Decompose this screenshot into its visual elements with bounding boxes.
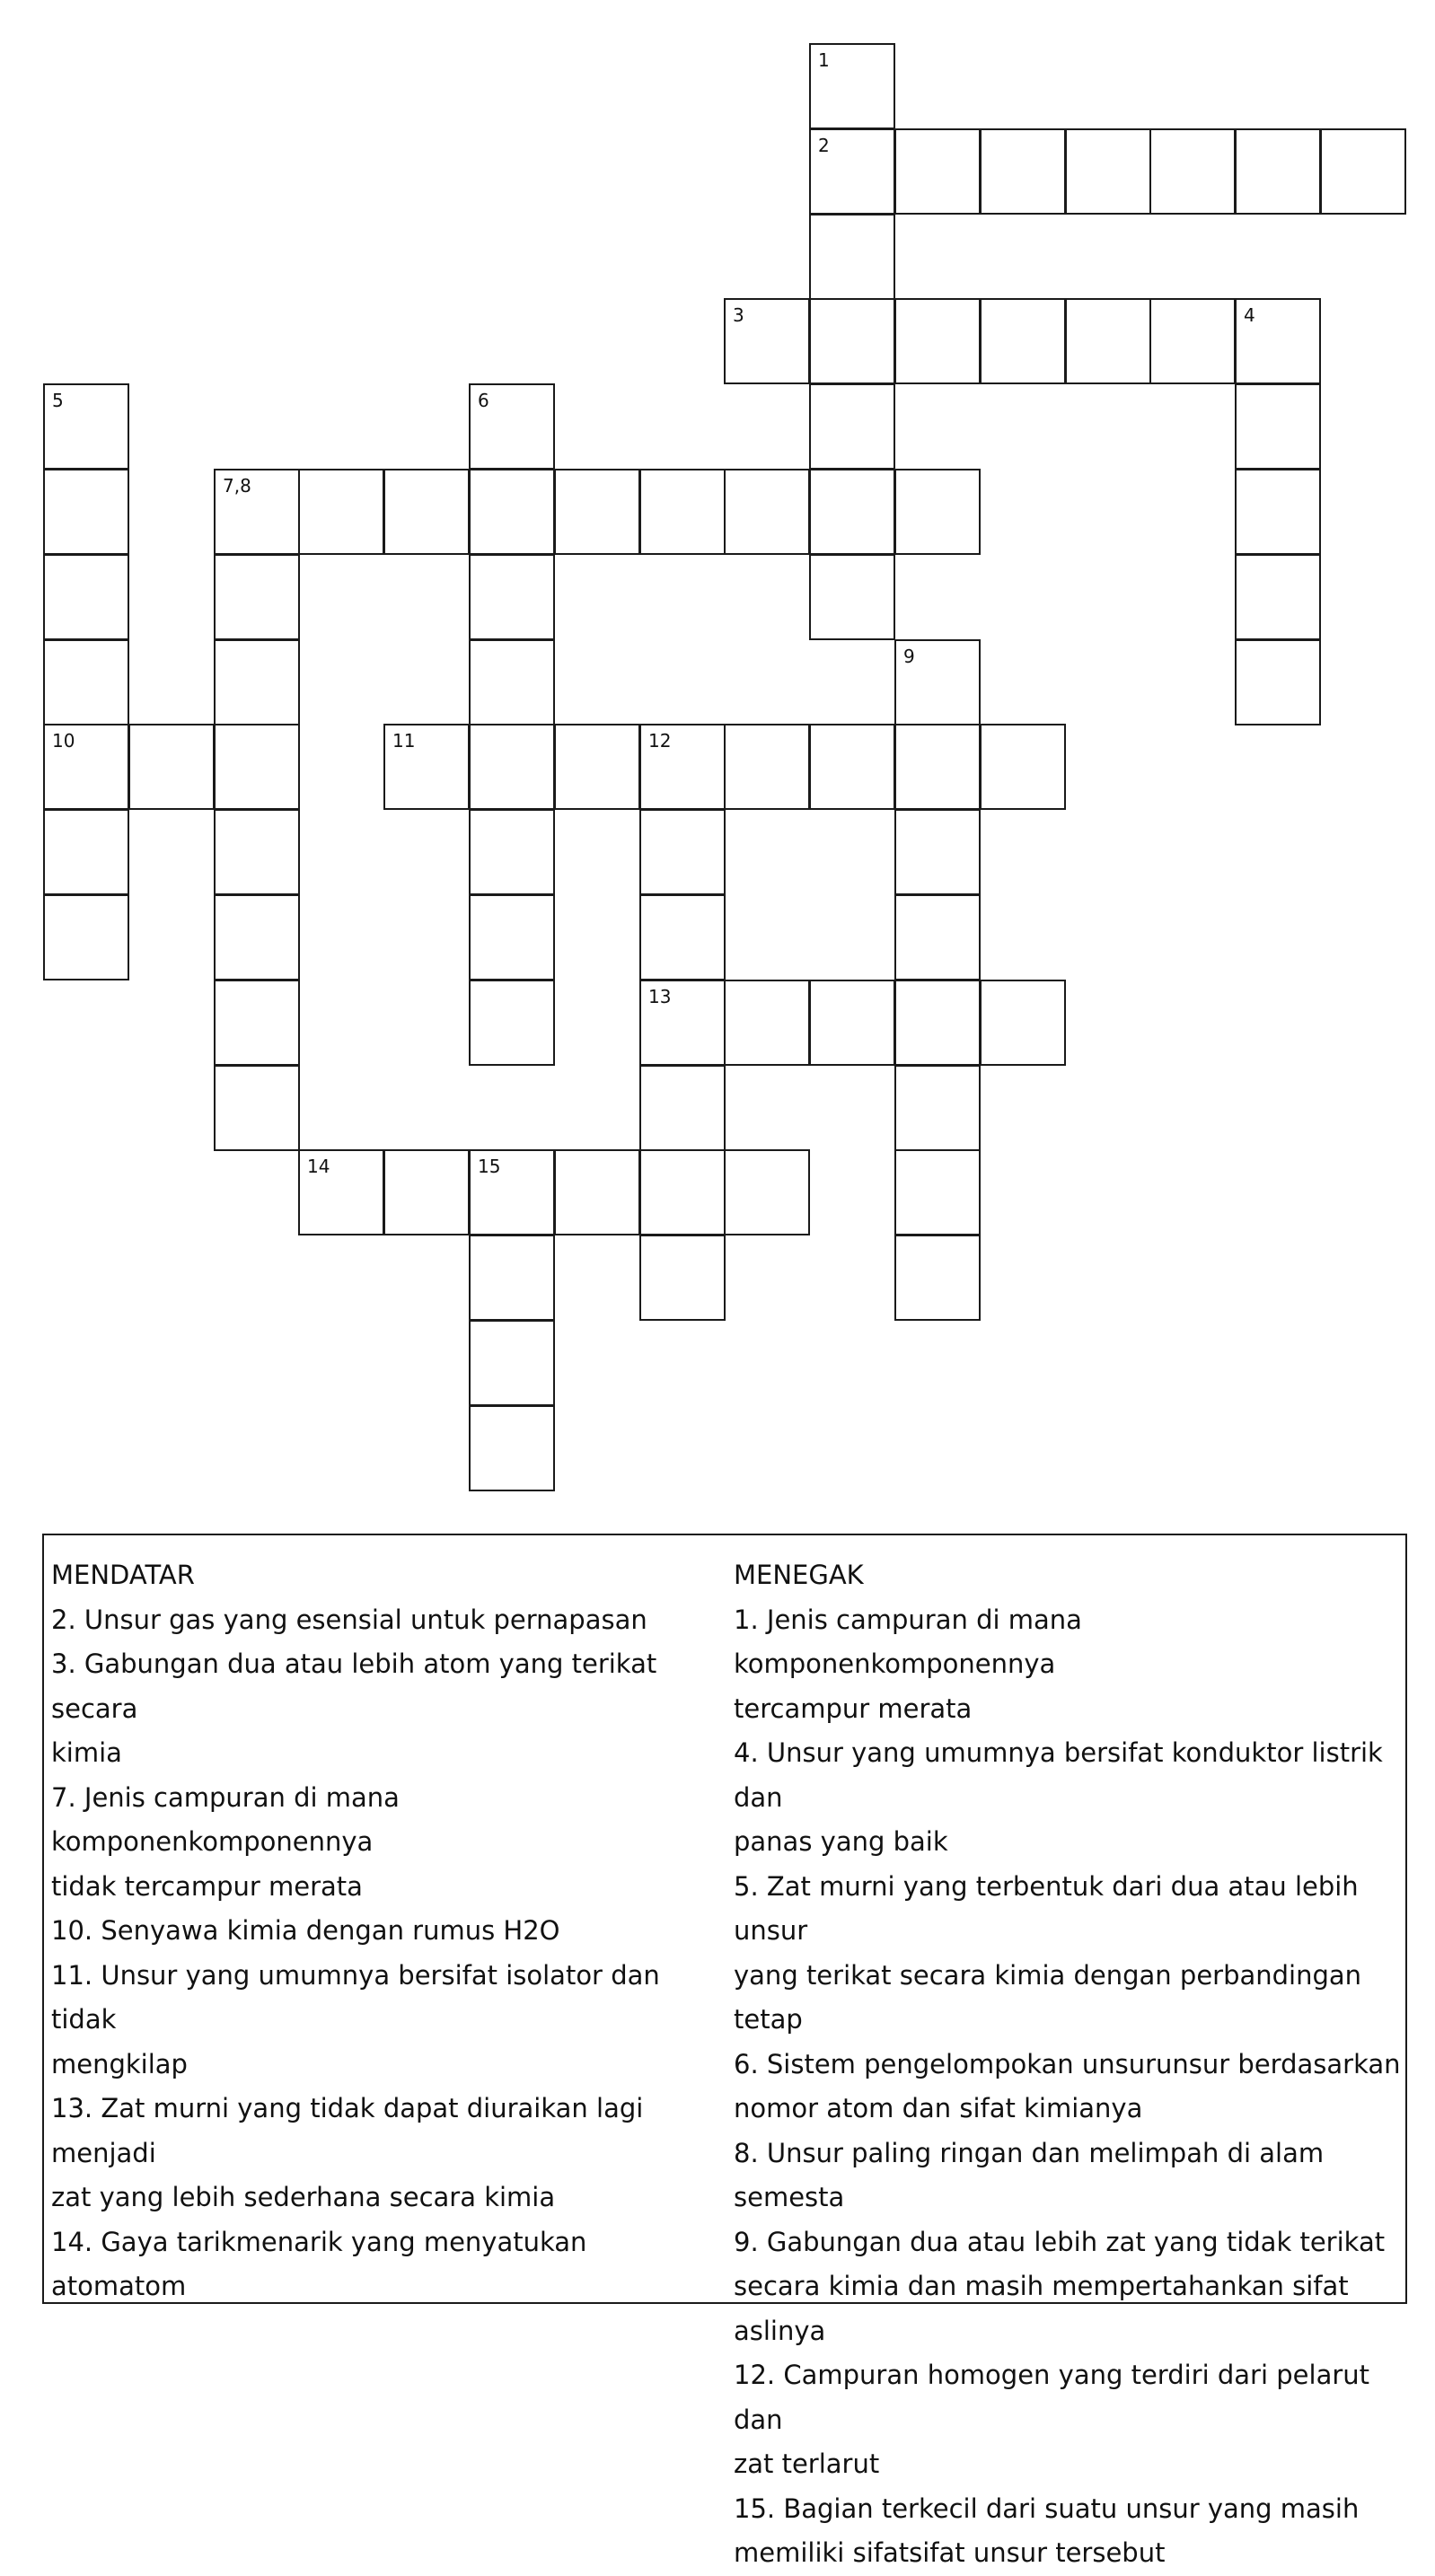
crossword-cell[interactable] xyxy=(639,724,726,810)
across-clue-line: 11. Unsur yang umumnya bersifat isolator dan tidak xyxy=(51,1959,660,2035)
crossword-cell[interactable] xyxy=(639,1235,726,1321)
clues-box xyxy=(42,1534,1407,2568)
across-clue-line: 13. Zat murni yang tidak dapat diuraikan lagi menjadi xyxy=(51,2093,644,2168)
cell-number: 14 xyxy=(307,1156,330,1177)
down-clue-line: zat terlarut xyxy=(734,2449,880,2479)
crossword-cell[interactable] xyxy=(214,469,300,555)
down-clue-line: nomor atom dan sifat kimianya xyxy=(734,2093,1143,2123)
crossword-cell[interactable] xyxy=(43,383,129,470)
down-clue-line: 8. Unsur paling ringan dan melimpah di alam semesta xyxy=(734,2137,1325,2212)
crossword-cell[interactable] xyxy=(1065,128,1151,215)
crossword-cell[interactable] xyxy=(809,980,895,1066)
down-clue-line: memiliki sifatsifat unsur tersebut xyxy=(734,2537,1166,2568)
crossword-cell[interactable] xyxy=(43,554,129,640)
crossword-cell[interactable] xyxy=(894,469,981,555)
cell-number: 3 xyxy=(733,304,744,326)
crossword-cell[interactable] xyxy=(809,469,895,555)
crossword-cell[interactable] xyxy=(43,639,129,725)
crossword-cell[interactable] xyxy=(894,1065,981,1151)
crossword-cell[interactable] xyxy=(980,724,1066,810)
crossword-cell[interactable] xyxy=(980,980,1066,1066)
crossword-cell[interactable] xyxy=(639,980,726,1066)
crossword-cell[interactable] xyxy=(469,980,555,1066)
crossword-cell[interactable] xyxy=(980,128,1066,215)
crossword-cell[interactable] xyxy=(894,128,981,215)
down-clue-line: 15. Bagian terkecil dari suatu unsur yang masih xyxy=(734,2492,1360,2524)
crossword-cell[interactable] xyxy=(554,724,640,810)
crossword-cell[interactable] xyxy=(894,980,981,1066)
across-clue-line: mengkilap xyxy=(51,2048,188,2079)
crossword-cell[interactable] xyxy=(809,43,895,129)
crossword-cell[interactable] xyxy=(298,1149,384,1235)
crossword-cell[interactable] xyxy=(809,298,895,384)
crossword-cell[interactable] xyxy=(639,894,726,980)
crossword-cell[interactable] xyxy=(724,724,810,810)
crossword-cell[interactable] xyxy=(383,1149,470,1235)
crossword-cell[interactable] xyxy=(214,639,300,725)
crossword-cell[interactable] xyxy=(894,1149,981,1235)
crossword-cell[interactable] xyxy=(469,724,555,810)
down-clue-line: panas yang baik xyxy=(734,1826,948,1857)
cell-number: 11 xyxy=(392,730,416,752)
crossword-cell[interactable] xyxy=(1235,469,1321,555)
crossword-cell[interactable] xyxy=(469,554,555,640)
cell-number: 9 xyxy=(903,646,915,667)
crossword-cell[interactable] xyxy=(809,554,895,640)
crossword-cell[interactable] xyxy=(469,383,555,470)
crossword-cell[interactable] xyxy=(383,469,470,555)
crossword-cell[interactable] xyxy=(809,128,895,215)
crossword-cell[interactable] xyxy=(214,724,300,810)
crossword-cell[interactable] xyxy=(43,894,129,980)
crossword-cell[interactable] xyxy=(383,724,470,810)
down-clue-line: 1. Jenis campuran di mana komponenkomponennya xyxy=(734,1604,1082,1679)
crossword-cell[interactable] xyxy=(639,1065,726,1151)
crossword-cell[interactable] xyxy=(809,214,895,300)
cell-number: 5 xyxy=(52,390,64,411)
crossword-cell[interactable] xyxy=(980,298,1066,384)
across-clue-line: 7. Jenis campuran di mana komponenkomponennya xyxy=(51,1781,400,1857)
crossword-cell[interactable] xyxy=(298,469,384,555)
cell-number: 7,8 xyxy=(223,475,251,497)
crossword-cell[interactable] xyxy=(639,469,726,555)
down-clue-line: yang terikat secara kimia dengan perbandingan tetap xyxy=(734,1959,1362,2035)
down-clue-line: 5. Zat murni yang terbentuk dari dua atau lebih unsur xyxy=(734,1870,1359,1946)
across-clue-line: 2. Unsur gas yang esensial untuk pernapasan xyxy=(51,1604,647,1635)
cell-number: 4 xyxy=(1244,304,1255,326)
crossword-cell[interactable] xyxy=(469,894,555,980)
across-clue-line: tidak tercampur merata xyxy=(51,1870,363,1902)
crossword-cell[interactable] xyxy=(724,1149,810,1235)
crossword-cell[interactable] xyxy=(469,809,555,895)
cell-number: 12 xyxy=(648,730,672,752)
across-clue-line: 3. Gabungan dua atau lebih atom yang terikat secara xyxy=(51,1648,657,1724)
cell-number: 13 xyxy=(648,986,672,1007)
crossword-cell[interactable] xyxy=(809,383,895,470)
crossword-cell[interactable] xyxy=(1235,298,1321,384)
crossword-cell[interactable] xyxy=(43,724,129,810)
crossword-cell[interactable] xyxy=(809,724,895,810)
crossword-cell[interactable] xyxy=(469,1320,555,1406)
crossword-cell[interactable] xyxy=(724,469,810,555)
crossword-cell[interactable] xyxy=(894,1235,981,1321)
crossword-cell[interactable] xyxy=(214,809,300,895)
crossword-cell[interactable] xyxy=(1235,639,1321,725)
crossword-cell[interactable] xyxy=(1235,383,1321,470)
crossword-cell[interactable] xyxy=(214,1065,300,1151)
crossword-cell[interactable] xyxy=(469,469,555,555)
cell-number: 15 xyxy=(478,1156,501,1177)
crossword-cell[interactable] xyxy=(894,894,981,980)
crossword-cell[interactable] xyxy=(724,980,810,1066)
cell-number: 1 xyxy=(818,49,830,71)
across-clue-line: kimia xyxy=(51,1737,122,1768)
down-clue-line: tercampur merata xyxy=(734,1692,973,1724)
down-clue-line: 12. Campuran homogen yang terdiri dari pelarut dan xyxy=(734,2360,1370,2435)
cell-number: 6 xyxy=(478,390,489,411)
across-clue-line: zat yang lebih sederhana secara kimia xyxy=(51,2182,556,2212)
down-clue-line: secara kimia dan masih mempertahankan sifat aslinya xyxy=(734,2271,1349,2346)
crossword-cell[interactable] xyxy=(1235,128,1321,215)
crossword-cell[interactable] xyxy=(639,1149,726,1235)
crossword-cell[interactable] xyxy=(1235,554,1321,640)
crossword-cell[interactable] xyxy=(469,639,555,725)
crossword-cell[interactable] xyxy=(214,894,300,980)
crossword-cell[interactable] xyxy=(1149,298,1236,384)
crossword-cell[interactable] xyxy=(214,980,300,1066)
cell-number: 2 xyxy=(818,135,830,156)
down-heading: MENEGAK xyxy=(734,1560,864,1590)
crossword-cell[interactable] xyxy=(554,469,640,555)
crossword-cell[interactable] xyxy=(214,554,300,640)
down-clue-line: 6. Sistem pengelompokan unsurunsur berdasarkan xyxy=(734,2048,1401,2079)
crossword-cell[interactable] xyxy=(894,809,981,895)
across-clue-line: 14. Gaya tarikmenarik yang menyatukan atomatom xyxy=(51,2226,587,2301)
across-heading: MENDATAR xyxy=(51,1560,195,1590)
crossword-cell[interactable] xyxy=(128,724,215,810)
crossword-cell[interactable] xyxy=(469,1149,555,1235)
crossword-cell[interactable] xyxy=(1065,298,1151,384)
crossword-cell[interactable] xyxy=(43,809,129,895)
crossword-cell[interactable] xyxy=(894,639,981,725)
crossword-cell[interactable] xyxy=(639,809,726,895)
crossword-cell[interactable] xyxy=(894,298,981,384)
cell-number: 10 xyxy=(52,730,75,752)
down-clue-line: 4. Unsur yang umumnya bersifat konduktor listrik dan xyxy=(734,1737,1383,1813)
crossword-cell[interactable] xyxy=(469,1405,555,1491)
across-clue-list xyxy=(51,1598,720,2309)
crossword-cell[interactable] xyxy=(724,298,810,384)
down-clue-line: 9. Gabungan dua atau lebih zat yang tidak terikat xyxy=(734,2226,1386,2257)
crossword-cell[interactable] xyxy=(894,724,981,810)
crossword-cell[interactable] xyxy=(43,469,129,555)
down-clues-column xyxy=(734,1553,1403,2576)
crossword-cell[interactable] xyxy=(1149,128,1236,215)
across-clue-line: 10. Senyawa kimia dengan rumus H2O xyxy=(51,1915,560,1946)
crossword-cell[interactable] xyxy=(469,1235,555,1321)
crossword-cell[interactable] xyxy=(1320,128,1406,215)
crossword-cell[interactable] xyxy=(554,1149,640,1235)
down-clue-list xyxy=(734,1598,1403,2576)
across-clues-column xyxy=(51,1553,720,2309)
